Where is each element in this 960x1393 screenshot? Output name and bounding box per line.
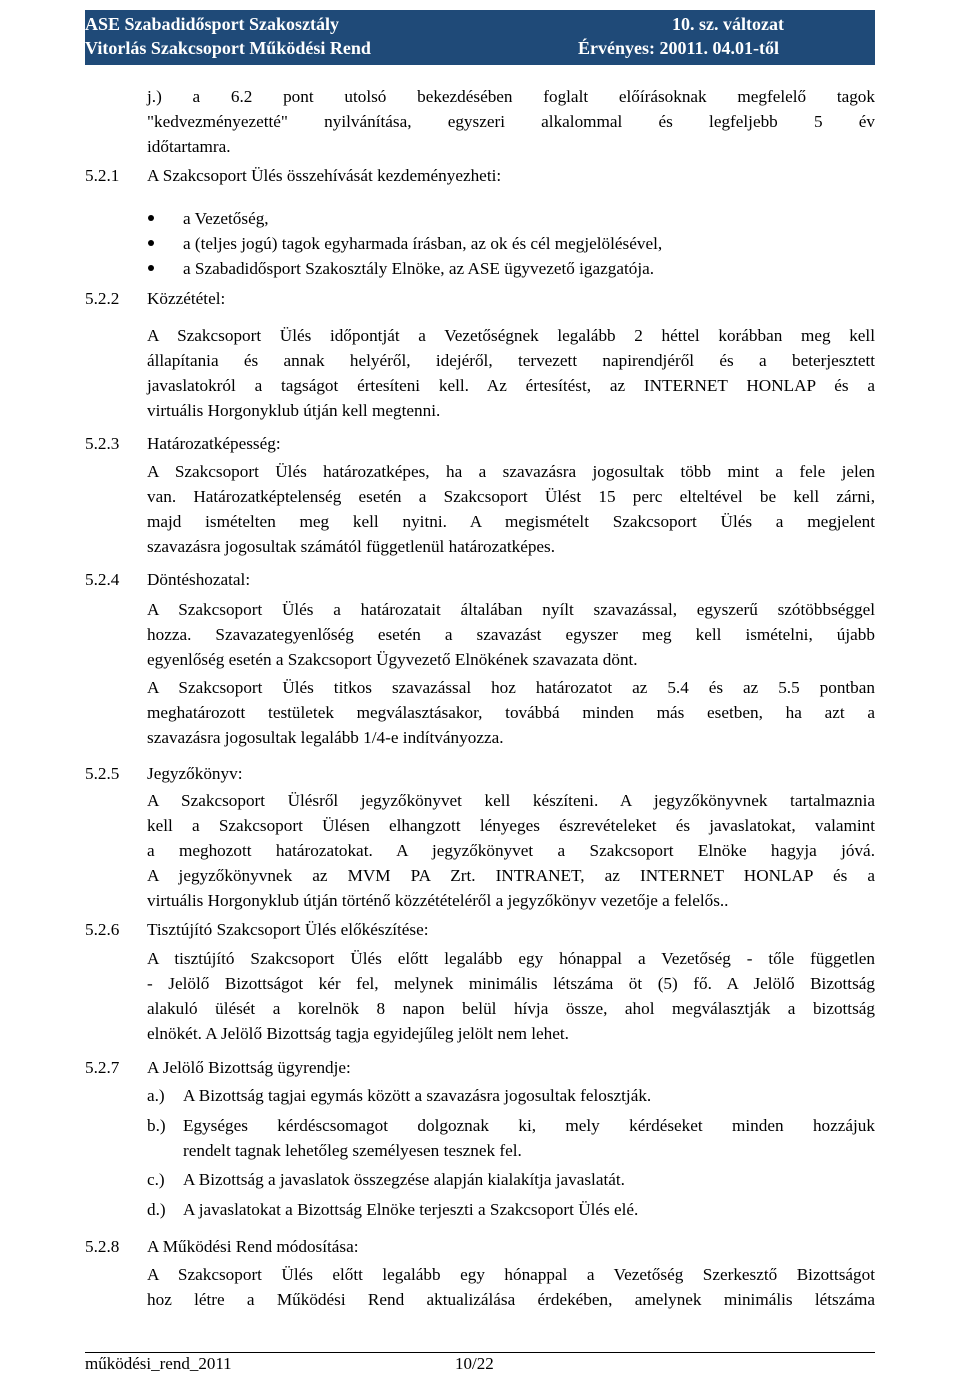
paragraph-line: javaslatokról a tagságot értesíteni kell. Az értesítést, az INTERNET HONLAP és a	[147, 376, 875, 395]
paragraph-line: elnökét. A Jelölő Bizottság tagja egyidejűleg jelölt nem lehet.	[147, 1024, 569, 1043]
paragraph-line: hoz létre a Működési Rend aktualizálása érdekében, amelynek minimális létszáma	[147, 1290, 875, 1309]
item-j-line: "kedvezményezetté" nyilvánítása, egyszeri alkalommal és legfeljebb 5 év	[147, 112, 875, 131]
section-title: A Működési Rend módosítása:	[147, 1237, 359, 1256]
section-paragraph	[147, 323, 875, 423]
item-j-line: j.) a 6.2 pont utolsó bekezdésében foglalt előírásoknak megfelelő tagok	[147, 87, 875, 106]
section-paragraph	[147, 788, 875, 913]
section-paragraph	[147, 597, 875, 672]
paragraph-line: A Szakcsoport Ülésről jegyzőkönyvet kell készíteni. A jegyzőkönyvnek tartalmaznia	[147, 791, 875, 810]
section-number: 5.2.4	[85, 570, 120, 589]
list-item-line: rendelt tagnak lehetőleg személyesen tesznek fel.	[183, 1141, 522, 1160]
paragraph-line: állapítania és annak helyéről, idejéről, tervezett napirendjéről és a beterjesztett	[147, 351, 875, 370]
paragraph-line: virtuális Horgonyklub útján történő közzétételéről a jegyzőkönyv vezetője a felelős..	[147, 891, 729, 910]
footer-filename: működési_rend_2011	[85, 1354, 232, 1373]
paragraph-line: egyenlőség esetén a Szakcsoport Ügyvezető Elnökének szavazata dönt.	[147, 650, 638, 669]
item-j	[147, 84, 875, 159]
bullet-icon	[148, 265, 154, 271]
section-paragraph	[147, 675, 875, 750]
list-item-label: c.)	[147, 1170, 165, 1189]
paragraph-line: hozza. Szavazategyenlőség esetén a szavazást egyszer meg kell ismételni, újabb	[147, 625, 875, 644]
paragraph-line: alakuló ülését a korelnök 8 napon belül hívja össze, ahol megválasztják a bizottság	[147, 999, 875, 1018]
paragraph-line: virtuális Horgonyklub útján kell megtenni.	[147, 401, 441, 420]
footer-divider	[85, 1352, 875, 1353]
paragraph-line: majd ismételten meg kell nyitni. A megismételt Szakcsoport Ülés a megjelent	[147, 512, 875, 531]
paragraph-line: meghatározott testületek megválasztásakor, továbbá minden más esetben, ha azt a	[147, 703, 875, 722]
footer-page-number: 10/22	[455, 1354, 494, 1373]
bullet-text: a Vezetőség,	[183, 209, 269, 228]
paragraph-line: A Szakcsoport Ülés időpontját a Vezetőségnek legalább 2 héttel korábban meg kell	[147, 326, 875, 345]
header-version: 10. sz. változat	[672, 14, 784, 34]
list-item-text	[183, 1113, 875, 1163]
paragraph-line: A tisztújító Szakcsoport Ülés előtt legalább egy hónappal a Vezetőség - tőle független	[147, 949, 875, 968]
section-title: Határozatképesség:	[147, 434, 281, 453]
section-number: 5.2.6	[85, 920, 120, 939]
section-title: A Szakcsoport Ülés összehívását kezdeményezheti:	[147, 166, 502, 185]
paragraph-line: a meghozott határozatokat. A jegyzőkönyvet a Szakcsoport Elnöke hagyja jóvá.	[147, 841, 875, 860]
header-org: ASE Szabadidősport Szakosztály	[85, 14, 340, 34]
list-item-line: Egységes kérdéscsomagot dolgoznak ki, mely kérdéseket minden hozzájuk	[183, 1116, 875, 1135]
section-title: Tisztújító Szakcsoport Ülés előkészítése:	[147, 920, 429, 939]
paragraph-line: A Szakcsoport Ülés határozatképes, ha a szavazásra jogosultak több mint a fele jelen	[147, 462, 875, 481]
section-number: 5.2.5	[85, 764, 120, 783]
header-valid-from: Érvényes: 20011. 04.01-től	[578, 38, 779, 58]
section-number: 5.2.7	[85, 1058, 120, 1077]
section-title: Közzététel:	[147, 289, 226, 308]
page-header	[85, 10, 875, 65]
paragraph-line: kell a Szakcsoport Ülésen elhangzott lényeges észrevételeket és javaslatokat, valamint	[147, 816, 875, 835]
paragraph-line: szavazásra jogosultak számától függetlenül határozatképes.	[147, 537, 556, 556]
paragraph-line: A Szakcsoport Ülés titkos szavazással hoz határozatot az 5.4 és az 5.5 pontban	[147, 678, 875, 697]
section-paragraph	[147, 459, 875, 559]
header-doc-title: Vitorlás Szakcsoport Működési Rend	[85, 38, 371, 58]
paragraph-line: szavazásra jogosultak legalább 1/4-e indítványozza.	[147, 728, 504, 747]
paragraph-line: A jegyzőkönyvnek az MVM PA Zrt. INTRANET, az INTERNET HONLAP és a	[147, 866, 875, 885]
section-number: 5.2.8	[85, 1237, 120, 1256]
list-item-text: A javaslatokat a Bizottság Elnöke terjeszti a Szakcsoport Ülés elé.	[183, 1200, 639, 1219]
list-item-text: A Bizottság tagjai egymás között a szavazásra jogosultak felosztják.	[183, 1086, 652, 1105]
bullet-text: a Szabadidősport Szakosztály Elnöke, az ASE ügyvezető igazgatója.	[183, 259, 655, 278]
section-number: 5.2.1	[85, 166, 120, 185]
section-title: A Jelölő Bizottság ügyrendje:	[147, 1058, 351, 1077]
bullet-icon	[148, 240, 154, 246]
section-title: Döntéshozatal:	[147, 570, 251, 589]
section-number: 5.2.3	[85, 434, 120, 453]
bullet-icon	[148, 215, 154, 221]
list-item-text: A Bizottság a javaslatok összegzése alapján kialakítja javaslatát.	[183, 1170, 625, 1189]
paragraph-line: A Szakcsoport Ülés előtt legalább egy hónappal a Vezetőség Szerkesztő Bizottságot	[147, 1265, 875, 1284]
section-title: Jegyzőkönyv:	[147, 764, 243, 783]
section-paragraph	[147, 1262, 875, 1312]
section-number: 5.2.2	[85, 289, 120, 308]
list-item-label: d.)	[147, 1200, 166, 1219]
paragraph-line: - Jelölő Bizottságot kér fel, melynek minimális létszáma öt (5) fő. A Jelölő Bizottság	[147, 974, 875, 993]
paragraph-line: van. Határozatképtelenség esetén a Szakcsoport Ülést 15 perc elteltével be kell zárni,	[147, 487, 875, 506]
item-j-line: időtartamra.	[147, 137, 231, 156]
paragraph-line: A Szakcsoport Ülés a határozatait általában nyílt szavazással, egyszerű szótöbbséggel	[147, 600, 875, 619]
bullet-text: a (teljes jogú) tagok egyharmada írásban, az ok és cél megjelölésével,	[183, 234, 663, 253]
section-paragraph	[147, 946, 875, 1046]
list-item-label: b.)	[147, 1116, 166, 1135]
list-item-label: a.)	[147, 1086, 165, 1105]
